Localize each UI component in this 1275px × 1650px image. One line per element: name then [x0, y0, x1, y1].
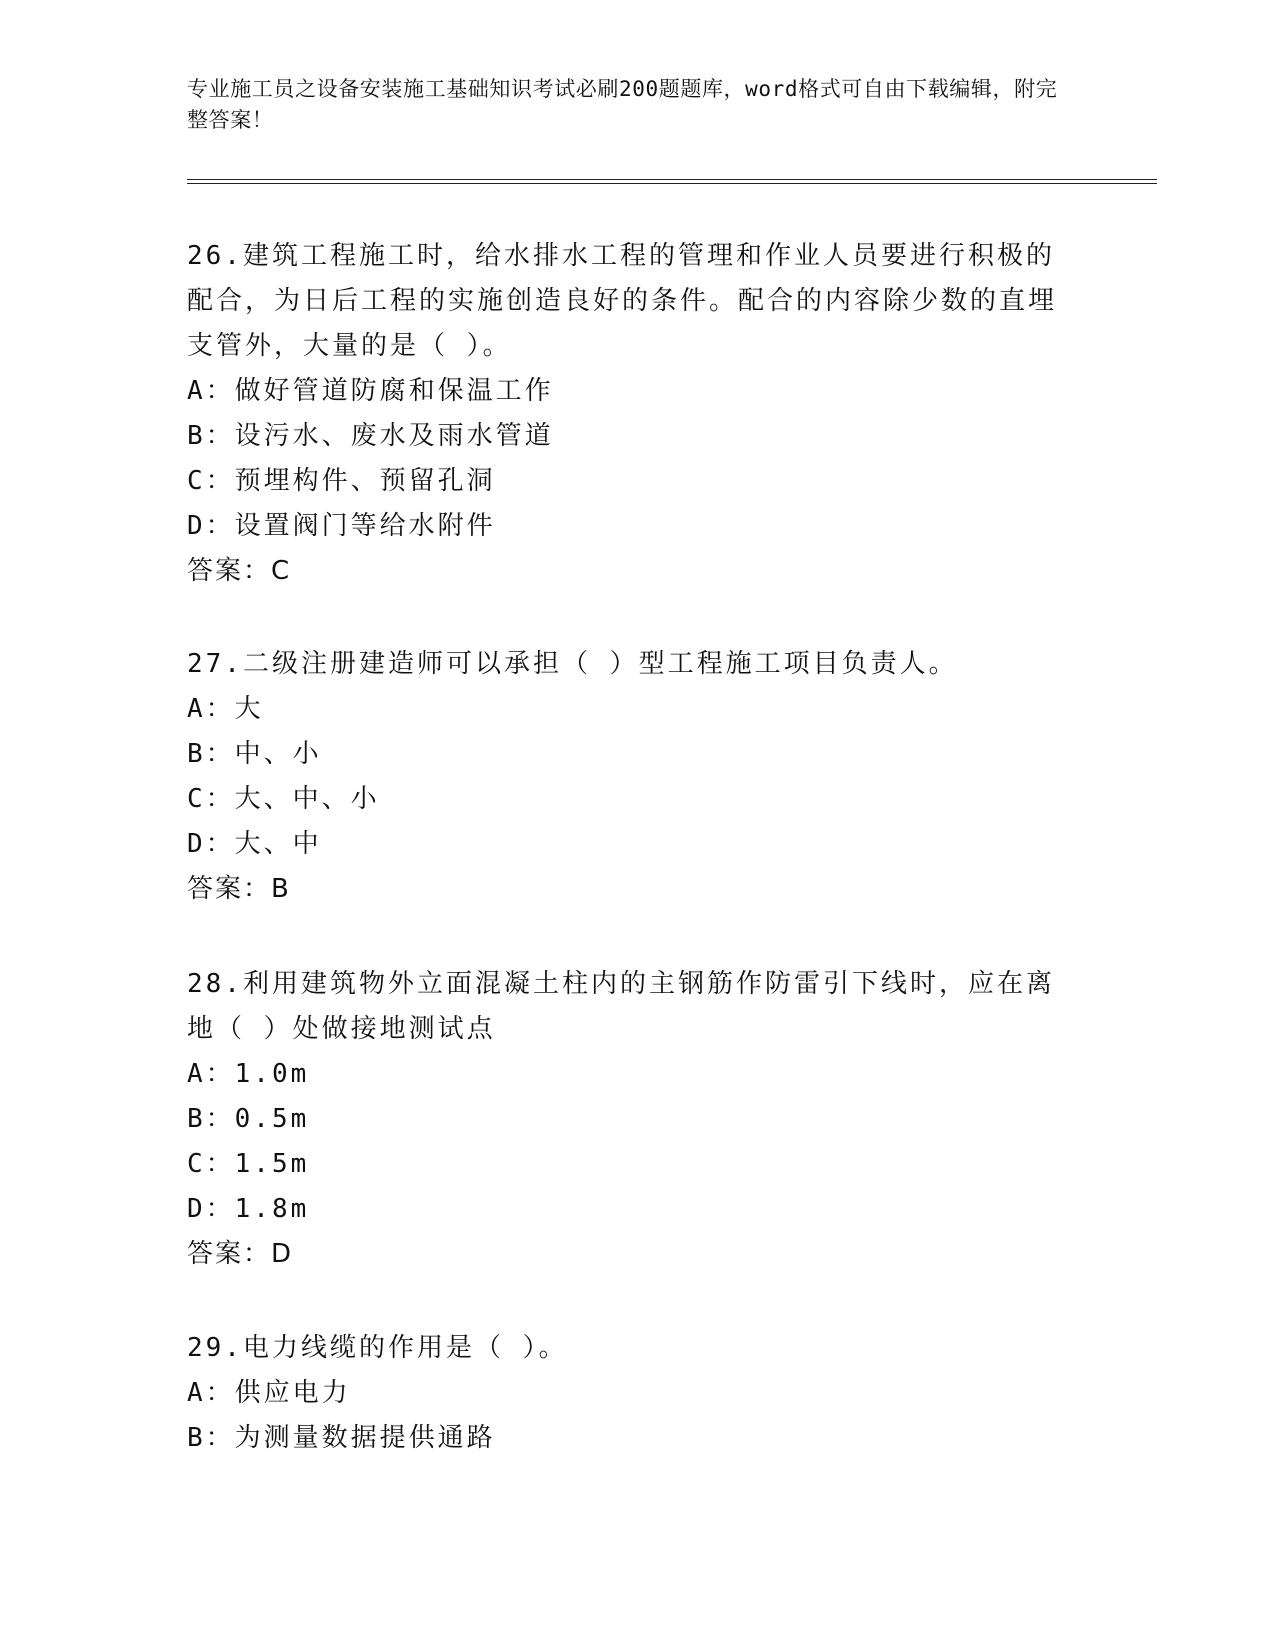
option-b: B：中、小 [187, 739, 322, 769]
question-29 [187, 1326, 1087, 1461]
answer-line: 答案：C [187, 556, 292, 586]
option-c: C：大、中、小 [187, 784, 380, 814]
answer-line: 答案：B [187, 874, 291, 904]
option-a: A：1.0m [187, 1059, 310, 1089]
option-c: C：1.5m [187, 1149, 310, 1179]
header-divider-bottom [187, 183, 1157, 184]
option-b: B：0.5m [187, 1104, 310, 1134]
header-divider-top [187, 179, 1157, 180]
question-28 [187, 962, 1087, 1277]
question-stem: 26.建筑工程施工时，给水排水工程的管理和作业人员要进行积极的配合，为日后工程的实施创造良好的条件。配合的内容除少数的直埋支管外，大量的是（ ）。 [187, 241, 1058, 361]
option-c: C：预埋构件、预留孔洞 [187, 466, 496, 496]
option-b: B：设污水、废水及雨水管道 [187, 421, 554, 451]
option-b: B：为测量数据提供通路 [187, 1423, 496, 1453]
option-d: D：大、中 [187, 829, 322, 859]
question-stem: 29.电力线缆的作用是（ ）。 [187, 1333, 568, 1363]
answer-line: 答案：D [187, 1239, 294, 1269]
document-header: 专业施工员之设备安装施工基础知识考试必刷200题题库，word格式可自由下载编辑，附完整答案！ [187, 77, 1058, 132]
question-26 [187, 234, 1087, 594]
option-a: A：供应电力 [187, 1378, 351, 1408]
question-27 [187, 642, 1087, 912]
option-d: D：1.8m [187, 1194, 310, 1224]
option-d: D：设置阀门等给水附件 [187, 511, 496, 541]
question-stem: 28.利用建筑物外立面混凝土柱内的主钢筋作防雷引下线时，应在离地（ ）处做接地测试点 [187, 969, 1055, 1044]
option-a: A：做好管道防腐和保温工作 [187, 376, 554, 406]
option-a: A：大 [187, 694, 264, 724]
question-stem: 27.二级注册建造师可以承担（ ）型工程施工项目负责人。 [187, 649, 958, 679]
